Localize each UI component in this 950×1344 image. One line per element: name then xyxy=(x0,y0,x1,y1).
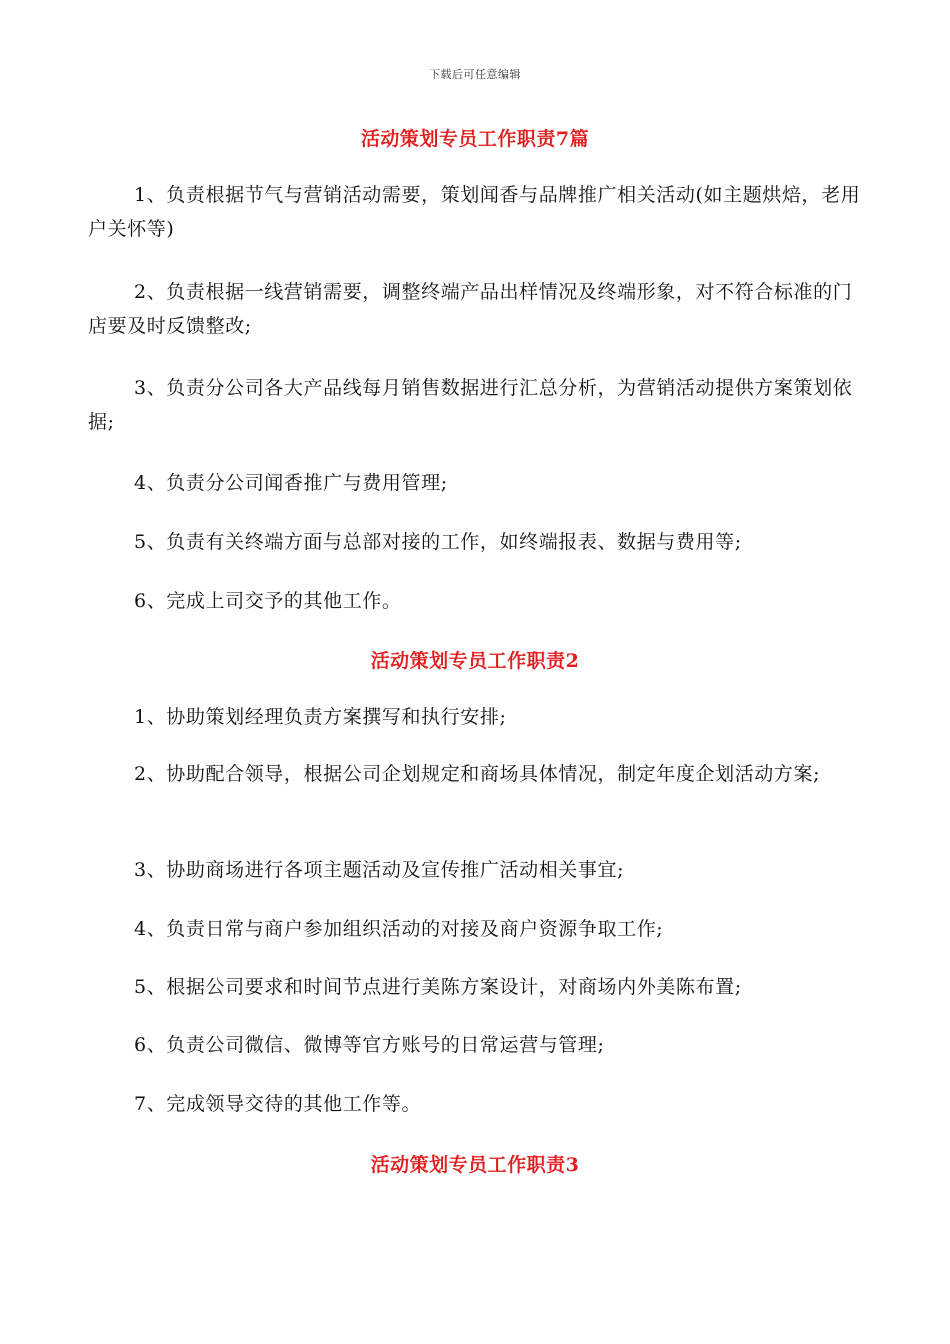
section-title-3: 活动策划专员工作职责3 xyxy=(370,1154,580,1176)
section-2-item-5: 5、根据公司要求和时间节点进行美陈方案设计，对商场内外美陈布置; xyxy=(134,976,742,998)
section-1-item-4: 4、负责分公司闻香推广与费用管理; xyxy=(134,472,448,494)
section-2-item-1: 1、协助策划经理负责方案撰写和执行安排; xyxy=(134,706,507,728)
section-2-item-7: 7、完成领导交待的其他工作等。 xyxy=(134,1093,422,1115)
section-2-item-2: 2、协助配合领导，根据公司企划规定和商场具体情况，制定年度企划活动方案; xyxy=(134,763,821,785)
section-1-item-1: 1、负责根据节气与营销活动需要，策划闻香与品牌推广相关活动(如主题烘焙，老用户关怀等) xyxy=(88,184,861,240)
section-2-item-6: 6、负责公司微信、微博等官方账号的日常运营与管理; xyxy=(134,1034,605,1056)
section-2-item-4: 4、负责日常与商户参加组织活动的对接及商户资源争取工作; xyxy=(134,918,664,940)
section-2-item-3: 3、协助商场进行各项主题活动及宣传推广活动相关事宜; xyxy=(134,859,625,881)
section-1-item-2: 2、负责根据一线营销需要，调整终端产品出样情况及终端形象，对不符合标准的门店要及时反馈整改; xyxy=(88,281,853,337)
section-title-2: 活动策划专员工作职责2 xyxy=(370,650,580,672)
section-1-item-6: 6、完成上司交予的其他工作。 xyxy=(134,590,402,612)
section-1-item-5: 5、负责有关终端方面与总部对接的工作，如终端报表、数据与费用等; xyxy=(134,531,742,553)
header-note: 下载后可任意编辑 xyxy=(429,68,521,81)
section-1-item-3: 3、负责分公司各大产品线每月销售数据进行汇总分析，为营销活动提供方案策划依据; xyxy=(88,377,853,433)
section-title-1: 活动策划专员工作职责7篇 xyxy=(360,128,590,150)
